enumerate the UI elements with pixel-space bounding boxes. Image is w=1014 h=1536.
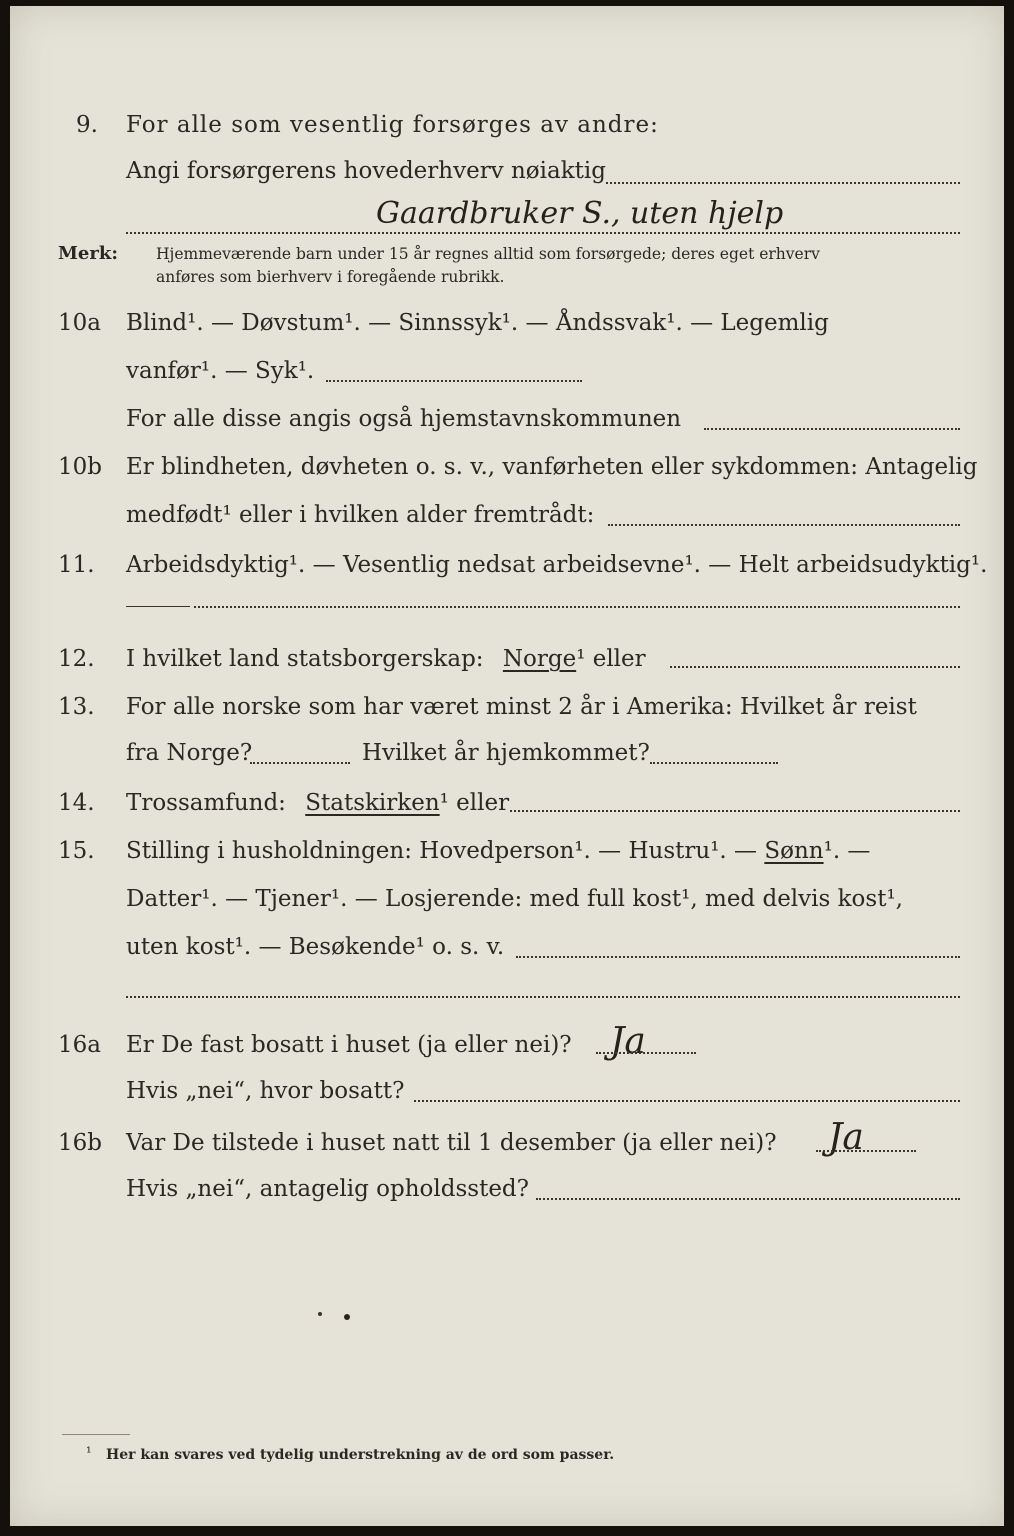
q16b-handwritten-answer: Ja — [828, 1117, 864, 1158]
q16a-number: 16a — [58, 1032, 101, 1058]
q12-fill-line — [670, 666, 960, 668]
q15-line1 — [126, 836, 870, 866]
footnote-separator — [62, 1434, 130, 1435]
q16b-fill-line1 — [816, 1150, 916, 1152]
q14-number: 14. — [58, 790, 95, 816]
q14-question: Trossamfund: — [126, 790, 286, 816]
q10b-line2: medfødt¹ eller i hvilken alder fremtrådt: — [126, 502, 595, 528]
q14-line — [126, 788, 509, 818]
q15-extra-line — [126, 996, 960, 998]
census-form-page — [10, 6, 1004, 1526]
q14-answer-statskirken: Statskirken — [305, 790, 440, 816]
q11-number: 11. — [58, 552, 95, 578]
q12-number: 12. — [58, 646, 95, 672]
footnote-text: Her kan svares ved tydelig understrekning av de ord som passer. — [106, 1447, 615, 1463]
q9-answer-line — [126, 232, 960, 234]
ink-dot — [344, 1314, 350, 1320]
q16b-line2: Hvis „nei“, antagelig opholdssted? — [126, 1176, 529, 1202]
q13-part-b: Hvilket år hjemkommet? — [362, 740, 650, 766]
q11-answer-underline — [126, 606, 190, 607]
q11-fill-line — [194, 606, 960, 608]
q13-reist-fill-line — [250, 762, 350, 764]
q9-text-line1: For alle som vesentlig forsørges av andre: — [126, 112, 659, 138]
merk-line2: anføres som bierhverv i foregående rubrikk. — [156, 268, 505, 286]
q16b-line1: Var De tilstede i huset natt til 1 desember (ja eller nei)? — [126, 1130, 777, 1156]
q9-fill-line — [606, 182, 960, 184]
q13-part-a: fra Norge? — [126, 740, 253, 766]
footnote-mark: ¹ — [86, 1445, 92, 1461]
q14-eller: ¹ eller — [439, 790, 510, 816]
q15-fill-line — [516, 956, 960, 958]
q15-line3: uten kost¹. — Besøkende¹ o. s. v. — [126, 934, 505, 960]
q10b-number: 10b — [58, 454, 102, 480]
q10a-line1: Blind¹. — Døvstum¹. — Sinnssyk¹. — Åndssvak¹. — Legemlig — [126, 310, 829, 336]
q12-line — [126, 644, 646, 674]
q14-fill-line — [510, 810, 960, 812]
q13-number: 13. — [58, 694, 95, 720]
ink-dot — [318, 1312, 322, 1316]
q10b-fill-line — [608, 524, 960, 526]
q16b-fill-line2 — [536, 1198, 960, 1200]
q16a-line2: Hvis „nei“, hvor bosatt? — [126, 1078, 405, 1104]
q9-handwritten-answer: Gaardbruker S., uten hjelp — [376, 196, 784, 231]
q16a-line1: Er De fast bosatt i huset (ja eller nei)? — [126, 1032, 572, 1058]
merk-label: Merk: — [58, 243, 118, 264]
q9-number: 9. — [76, 112, 98, 138]
q15-number: 15. — [58, 838, 95, 864]
q15-tail: ¹. — — [823, 838, 871, 864]
q10a-hjemstavn-fill-line — [704, 428, 960, 430]
q10a-line3: For alle disse angis også hjemstavnskommunen — [126, 406, 682, 432]
q15-question: Stilling i husholdningen: Hovedperson¹. — Hustru¹. — — [126, 838, 765, 864]
q16a-handwritten-answer: Ja — [610, 1021, 646, 1062]
q10a-syk-fill-line — [326, 380, 582, 382]
q16a-fill-line2 — [414, 1100, 960, 1102]
q12-question: I hvilket land statsborgerskap: — [126, 646, 484, 672]
merk-line1: Hjemmeværende barn under 15 år regnes alltid som forsørgede; deres eget erhverv — [156, 245, 820, 263]
q15-line2: Datter¹. — Tjener¹. — Losjerende: med full kost¹, med delvis kost¹, — [126, 886, 903, 912]
q15-answer-sonn: Sønn — [764, 838, 824, 864]
q10a-line2: vanfør¹. — Syk¹. — [126, 358, 315, 384]
q13-hjemkommet-fill-line — [650, 762, 778, 764]
q16b-number: 16b — [58, 1130, 102, 1156]
q10a-number: 10a — [58, 310, 101, 336]
q12-eller: ¹ eller — [576, 646, 646, 672]
q9-text-line2: Angi forsørgerens hovederhverv nøiaktig — [126, 158, 606, 184]
q11-line1: Arbeidsdyktig¹. — Vesentlig nedsat arbeidsevne¹. — Helt arbeidsudyktig¹. — [126, 552, 988, 578]
q16a-fill-line1 — [596, 1052, 696, 1054]
q13-line1: For alle norske som har været minst 2 år i Amerika: Hvilket år reist — [126, 694, 917, 720]
q12-answer-norge: Norge — [502, 646, 577, 672]
q10b-line1: Er blindheten, døvheten o. s. v., vanførheten eller sykdommen: Antagelig — [126, 454, 978, 480]
